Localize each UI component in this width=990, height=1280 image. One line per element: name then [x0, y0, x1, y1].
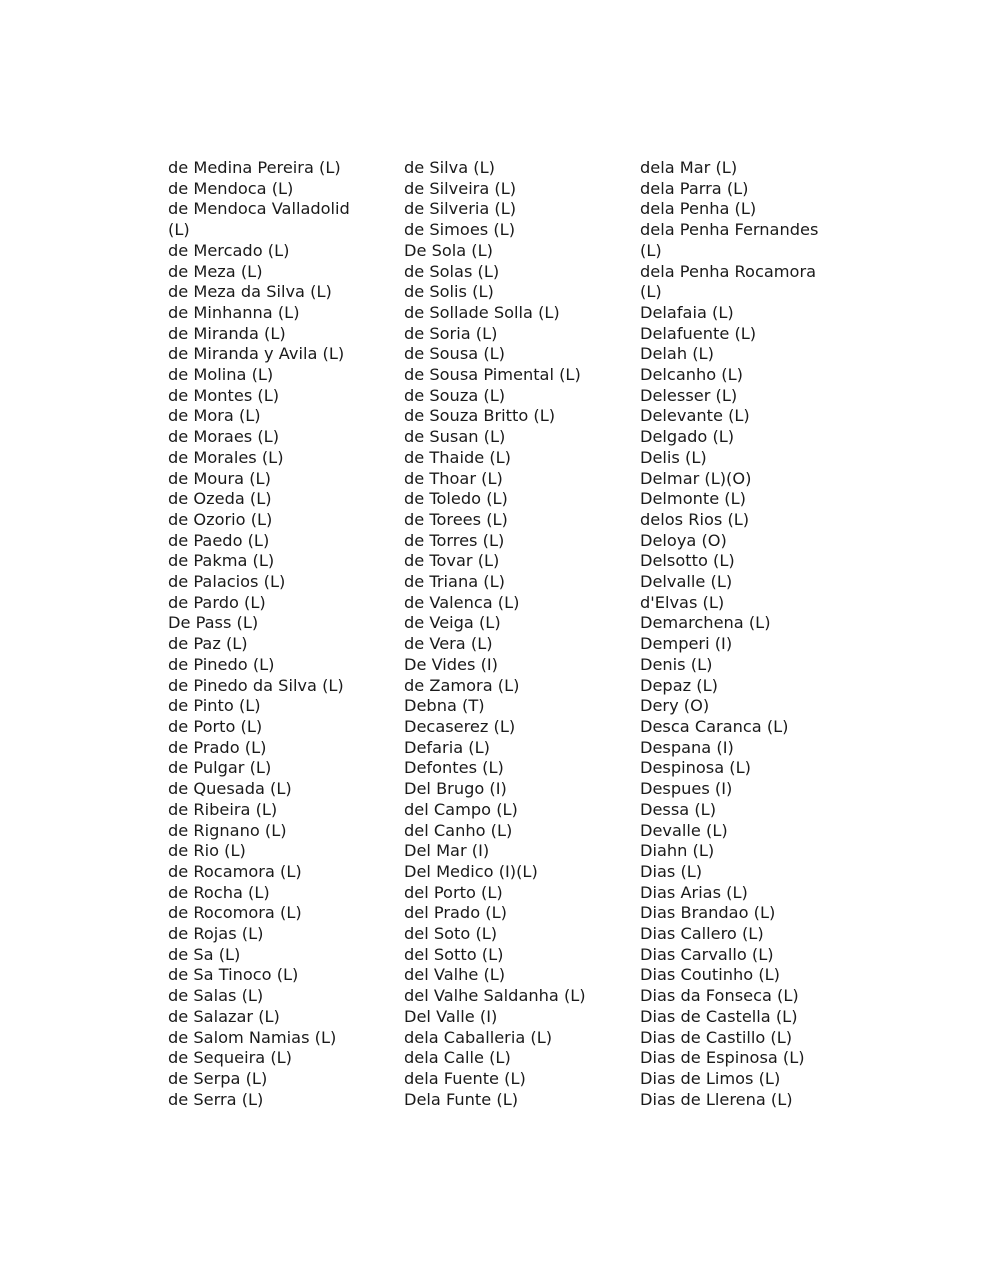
- list-item: Del Valle (I): [404, 1006, 498, 1026]
- list-item: Delsotto (L): [640, 551, 735, 571]
- list-item: Delvalle (L): [640, 572, 733, 592]
- list-item: de Mora (L): [168, 406, 261, 426]
- list-item: de Solis (L): [404, 282, 494, 302]
- list-item: Dias Brandao (L): [640, 903, 776, 923]
- list-item: Dias de Limos (L): [640, 1068, 781, 1088]
- list-item: de Vera (L): [404, 634, 493, 654]
- list-item: Dias de Castella (L): [640, 1006, 798, 1026]
- list-item: Delis (L): [640, 447, 707, 467]
- list-item: de Montes (L): [168, 385, 280, 405]
- list-item: de Pardo (L): [168, 592, 266, 612]
- list-item: Dias de Espinosa (L): [640, 1048, 805, 1068]
- list-item: dela Mar (L): [640, 158, 738, 177]
- list-item: de Pinto (L): [168, 696, 261, 716]
- list-item: de Thoar (L): [404, 468, 503, 488]
- list-item: de Paz (L): [168, 634, 248, 654]
- list-item: Defontes (L): [404, 758, 504, 778]
- list-item: Dias Arias (L): [640, 882, 748, 902]
- list-item: de Serra (L): [168, 1089, 264, 1109]
- name-column-2: [404, 158, 594, 1110]
- list-item: de Silveria (L): [404, 199, 517, 219]
- list-item: Delesser (L): [640, 385, 738, 405]
- list-item: de Veiga (L): [404, 613, 501, 633]
- list-item: de Valenca (L): [404, 592, 520, 612]
- list-item: de Sequeira (L): [168, 1048, 292, 1068]
- list-item: de Thaide (L): [404, 447, 511, 467]
- list-item: Dery (O): [640, 696, 710, 716]
- list-item: de Minhanna (L): [168, 302, 300, 322]
- list-item: Depaz (L): [640, 675, 718, 695]
- list-item: de Tovar (L): [404, 551, 500, 571]
- list-item: dela Penha Rocamora (L): [640, 261, 817, 302]
- list-item: Dias (L): [640, 861, 703, 881]
- list-item: de Salazar (L): [168, 1006, 280, 1026]
- list-item: Delmonte (L): [640, 489, 746, 509]
- list-item: de Paedo (L): [168, 530, 270, 550]
- list-item: de Moura (L): [168, 468, 271, 488]
- list-item: de Sa (L): [168, 944, 241, 964]
- list-item: Delmar (L)(O): [640, 468, 752, 488]
- list-item: dela Calle (L): [404, 1048, 511, 1068]
- list-item: dela Fuente (L): [404, 1068, 526, 1088]
- list-item: Dela Funte (L): [404, 1089, 519, 1109]
- list-item: de Salas (L): [168, 986, 264, 1006]
- list-item: de Pinedo (L): [168, 654, 275, 674]
- list-item: Dias de Llerena (L): [640, 1089, 793, 1109]
- list-item: de Triana (L): [404, 572, 505, 592]
- list-item: de Medina Pereira (L): [168, 158, 341, 177]
- list-item: dela Penha Fernandes (L): [640, 220, 819, 260]
- list-item: de Toledo (L): [404, 489, 508, 509]
- list-item: Delgado (L): [640, 427, 735, 447]
- list-item: de Prado (L): [168, 737, 267, 757]
- list-item: de Morales (L): [168, 447, 284, 467]
- list-item: Delevante (L): [640, 406, 750, 426]
- list-item: de Salom Namias (L): [168, 1027, 337, 1047]
- name-column-1: [168, 158, 356, 1110]
- list-item: de Miranda (L): [168, 323, 286, 343]
- list-item: Delafaia (L): [640, 302, 734, 322]
- list-item: de Quesada (L): [168, 779, 292, 799]
- list-item: de Rojas (L): [168, 924, 264, 944]
- list-item: dela Caballeria (L): [404, 1027, 553, 1047]
- list-item: Despana (I): [640, 737, 734, 757]
- list-item: de Mendoca (L): [168, 178, 294, 198]
- list-item: Dias da Fonseca (L): [640, 986, 799, 1006]
- list-item: de Rocha (L): [168, 882, 270, 902]
- list-item: Despues (I): [640, 779, 733, 799]
- list-item: de Soria (L): [404, 323, 498, 343]
- list-item: de Solas (L): [404, 261, 500, 281]
- list-item: Dias Callero (L): [640, 924, 764, 944]
- list-item: de Torees (L): [404, 509, 508, 529]
- list-item: Delafuente (L): [640, 323, 757, 343]
- list-item: dela Penha (L): [640, 199, 757, 219]
- list-item: de Porto (L): [168, 716, 263, 736]
- list-item: Demperi (I): [640, 634, 733, 654]
- list-item: de Ozeda (L): [168, 489, 272, 509]
- list-item: Del Brugo (I): [404, 779, 507, 799]
- list-item: de Pulgar (L): [168, 758, 272, 778]
- list-item: del Canho (L): [404, 820, 513, 840]
- list-item: Deloya (O): [640, 530, 727, 550]
- list-item: de Moraes (L): [168, 427, 280, 447]
- list-item: d'Elvas (L): [640, 592, 725, 612]
- list-item: de Rio (L): [168, 841, 246, 861]
- list-item: de Meza da Silva (L): [168, 282, 332, 302]
- list-item: de Mercado (L): [168, 240, 290, 260]
- list-item: De Vides (I): [404, 654, 499, 674]
- list-item: del Sotto (L): [404, 944, 504, 964]
- list-item: del Campo (L): [404, 799, 518, 819]
- list-item: Dias Coutinho (L): [640, 965, 780, 985]
- list-item: de Palacios (L): [168, 572, 286, 592]
- name-column-3: [640, 158, 825, 1110]
- list-item: delos Rios (L): [640, 509, 750, 529]
- list-item: del Porto (L): [404, 882, 503, 902]
- list-item: Del Medico (I)(L): [404, 861, 538, 881]
- list-item: de Pinedo da Silva (L): [168, 675, 344, 695]
- list-item: Debna (T): [404, 696, 485, 716]
- list-item: de Rignano (L): [168, 820, 287, 840]
- list-item: de Miranda y Avila (L): [168, 344, 345, 364]
- list-item: De Pass (L): [168, 613, 259, 633]
- list-item: Defaria (L): [404, 737, 490, 757]
- list-item: Despinosa (L): [640, 758, 751, 778]
- list-item: de Zamora (L): [404, 675, 520, 695]
- list-item: Demarchena (L): [640, 613, 771, 633]
- list-item: Dessa (L): [640, 799, 717, 819]
- list-item: de Pakma (L): [168, 551, 275, 571]
- list-item: del Prado (L): [404, 903, 507, 923]
- list-item: de Sa Tinoco (L): [168, 965, 299, 985]
- list-item: Delah (L): [640, 344, 714, 364]
- list-item: de Souza Britto (L): [404, 406, 556, 426]
- list-item: Del Mar (I): [404, 841, 490, 861]
- list-item: De Sola (L): [404, 240, 493, 260]
- list-item: de Simoes (L): [404, 220, 516, 240]
- list-item: de Sousa Pimental (L): [404, 365, 581, 385]
- list-item: de Torres (L): [404, 530, 505, 550]
- list-item: de Susan (L): [404, 427, 506, 447]
- list-item: de Meza (L): [168, 261, 263, 281]
- list-item: del Valhe (L): [404, 965, 506, 985]
- list-item: Decaserez (L): [404, 716, 516, 736]
- list-item: de Sousa (L): [404, 344, 505, 364]
- list-item: de Rocomora (L): [168, 903, 302, 923]
- list-item: Dias de Castillo (L): [640, 1027, 793, 1047]
- list-item: dela Parra (L): [640, 178, 749, 198]
- list-item: Diahn (L): [640, 841, 715, 861]
- list-item: de Silva (L): [404, 158, 495, 177]
- list-item: de Mendoca Valladolid (L): [168, 199, 350, 240]
- list-item: Denis (L): [640, 654, 713, 674]
- list-item: de Souza (L): [404, 385, 506, 405]
- list-item: Desca Caranca (L): [640, 716, 789, 736]
- list-item: del Valhe Saldanha (L): [404, 986, 586, 1006]
- list-item: de Molina (L): [168, 365, 274, 385]
- list-item: de Rocamora (L): [168, 861, 302, 881]
- list-item: de Silveira (L): [404, 178, 517, 198]
- list-item: del Soto (L): [404, 924, 498, 944]
- list-item: Dias Carvallo (L): [640, 944, 774, 964]
- list-item: de Serpa (L): [168, 1068, 268, 1088]
- list-item: Delcanho (L): [640, 365, 743, 385]
- list-item: de Ribeira (L): [168, 799, 278, 819]
- list-item: Devalle (L): [640, 820, 728, 840]
- list-item: de Sollade Solla (L): [404, 302, 560, 322]
- list-item: de Ozorio (L): [168, 509, 273, 529]
